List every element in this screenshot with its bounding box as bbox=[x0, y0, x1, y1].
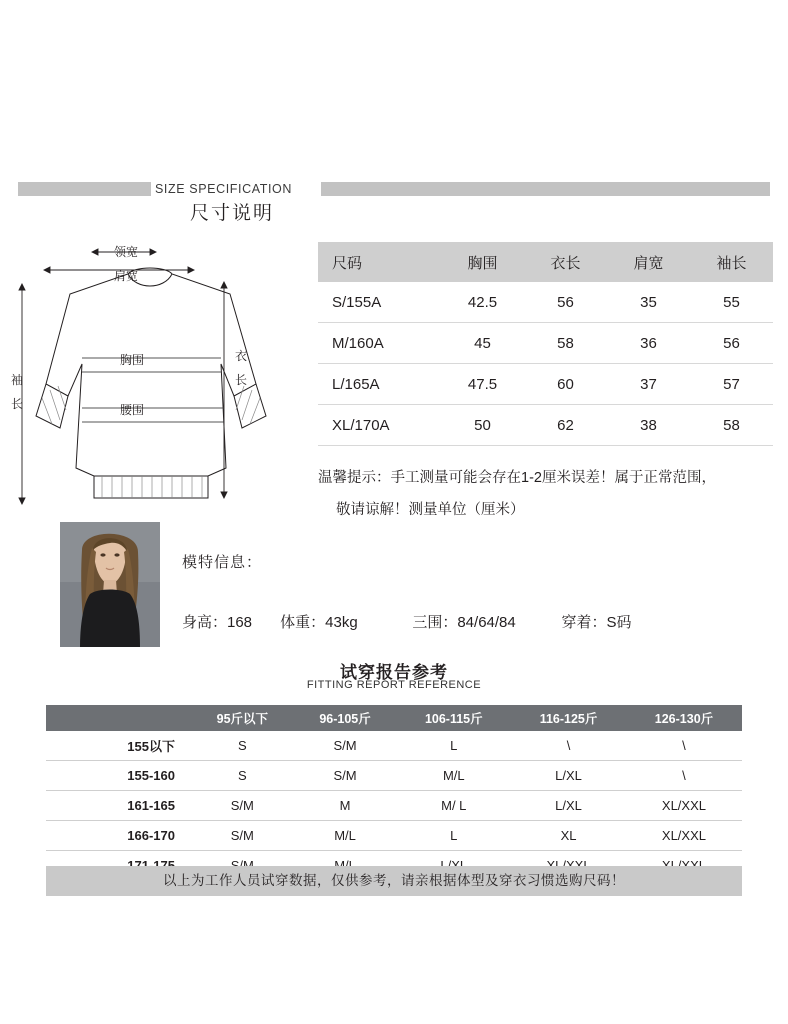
size-cell: 42.5 bbox=[441, 282, 524, 323]
fitting-cell: \ bbox=[626, 731, 742, 761]
size-cell: 50 bbox=[441, 405, 524, 446]
table-row bbox=[318, 323, 773, 364]
fitting-cell: S/M bbox=[191, 821, 294, 851]
fitting-report-title-en: FITTING REPORT REFERENCE bbox=[306, 679, 482, 691]
fitting-cell: \ bbox=[626, 761, 742, 791]
header-band-left bbox=[18, 182, 151, 196]
label-collar-width: 领宽 bbox=[113, 245, 139, 259]
size-cell: S/155A bbox=[318, 282, 441, 323]
fitting-cell: 166-170 bbox=[46, 821, 191, 851]
table-row bbox=[46, 821, 742, 851]
header-band-right bbox=[321, 182, 770, 196]
fitting-col-5: 126-130斤 bbox=[626, 705, 742, 731]
fitting-cell: L/XL bbox=[511, 761, 626, 791]
size-cell: 47.5 bbox=[441, 364, 524, 405]
table-row bbox=[46, 731, 742, 761]
size-cell: 55 bbox=[690, 282, 773, 323]
model-height: 身高：168 bbox=[182, 614, 253, 631]
fitting-report-footer: 以上为工作人员试穿数据，仅供参考，请亲根据体型及穿衣习惯选购尺码！ bbox=[46, 866, 742, 896]
fitting-cell: 155以下 bbox=[46, 731, 191, 761]
model-info-label: 模特信息： bbox=[182, 554, 263, 571]
size-cell: 38 bbox=[607, 405, 690, 446]
table-row bbox=[318, 405, 773, 446]
size-cell: M/160A bbox=[318, 323, 441, 364]
size-cell: 45 bbox=[441, 323, 524, 364]
fitting-cell: M bbox=[294, 791, 397, 821]
label-sleeve-1: 袖 bbox=[10, 373, 24, 387]
fitting-col-4: 116-125斤 bbox=[511, 705, 626, 731]
model-photo bbox=[60, 522, 160, 647]
size-cell: 36 bbox=[607, 323, 690, 364]
size-cell: 37 bbox=[607, 364, 690, 405]
fitting-cell: M/L bbox=[396, 761, 511, 791]
fitting-cell: S/M bbox=[294, 761, 397, 791]
size-table-col-4: 袖长 bbox=[690, 242, 773, 282]
header-chinese-title: 尺寸说明 bbox=[190, 203, 275, 224]
model-stats bbox=[182, 611, 762, 632]
table-row bbox=[318, 364, 773, 405]
fitting-cell: S bbox=[191, 761, 294, 791]
notice-line-1: 温馨提示：手工测量可能会存在1-2厘米误差！属于正常范围， bbox=[318, 470, 716, 486]
fitting-cell: S bbox=[191, 731, 294, 761]
size-cell: 58 bbox=[690, 405, 773, 446]
fitting-col-1: 95斤以下 bbox=[191, 705, 294, 731]
fitting-col-0 bbox=[46, 705, 191, 731]
model-weight: 体重：43kg bbox=[280, 614, 358, 631]
size-cell: 35 bbox=[607, 282, 690, 323]
fitting-col-2: 96-105斤 bbox=[294, 705, 397, 731]
fitting-cell: L bbox=[396, 821, 511, 851]
notice-line-2: 敬请谅解！测量单位（厘米） bbox=[336, 502, 525, 518]
size-specification-table bbox=[318, 242, 773, 446]
header-english-title: SIZE SPECIFICATION bbox=[155, 182, 292, 196]
fitting-cell: L bbox=[396, 731, 511, 761]
label-shoulder-width: 肩宽 bbox=[113, 269, 139, 283]
size-table-col-1: 胸围 bbox=[441, 242, 524, 282]
size-cell: XL/170A bbox=[318, 405, 441, 446]
model-photo-svg bbox=[60, 522, 160, 647]
label-length-1: 衣 bbox=[234, 349, 248, 363]
fitting-cell: L/XL bbox=[511, 791, 626, 821]
label-bust: 胸围 bbox=[119, 353, 145, 367]
model-wearing-size: 穿着：S码 bbox=[561, 614, 632, 631]
fitting-col-3: 106-115斤 bbox=[396, 705, 511, 731]
fitting-cell: XL bbox=[511, 821, 626, 851]
fitting-cell: S/M bbox=[191, 791, 294, 821]
size-table-header-row bbox=[318, 242, 773, 282]
fitting-report-table bbox=[46, 705, 742, 881]
section-header bbox=[18, 182, 770, 222]
size-cell: L/165A bbox=[318, 364, 441, 405]
size-cell: 60 bbox=[524, 364, 607, 405]
table-row bbox=[318, 282, 773, 323]
size-cell: 58 bbox=[524, 323, 607, 364]
fitting-cell: XL/XXL bbox=[626, 791, 742, 821]
fitting-cell: M/L bbox=[294, 821, 397, 851]
garment-diagram-svg bbox=[8, 236, 298, 521]
fitting-cell: 161-165 bbox=[46, 791, 191, 821]
model-measurements: 三围：84/64/84 bbox=[412, 614, 516, 631]
size-cell: 56 bbox=[690, 323, 773, 364]
table-row bbox=[46, 791, 742, 821]
label-waist: 腰围 bbox=[119, 403, 145, 417]
size-table-col-3: 肩宽 bbox=[607, 242, 690, 282]
fitting-table-header-row bbox=[46, 705, 742, 731]
fitting-cell: M/ L bbox=[396, 791, 511, 821]
size-cell: 57 bbox=[690, 364, 773, 405]
fitting-cell: XL/XXL bbox=[626, 821, 742, 851]
measurement-notice bbox=[318, 462, 778, 526]
table-row bbox=[46, 761, 742, 791]
fitting-cell: S/M bbox=[294, 731, 397, 761]
size-cell: 56 bbox=[524, 282, 607, 323]
label-length-2: 长 bbox=[234, 373, 248, 387]
fitting-cell: \ bbox=[511, 731, 626, 761]
size-table-col-0: 尺码 bbox=[318, 242, 441, 282]
size-cell: 62 bbox=[524, 405, 607, 446]
fitting-cell: 155-160 bbox=[46, 761, 191, 791]
garment-diagram bbox=[8, 236, 298, 521]
fitting-report-title-cn: 试穿报告参考 bbox=[340, 663, 448, 682]
label-sleeve-2: 长 bbox=[10, 397, 24, 411]
size-table-col-2: 衣长 bbox=[524, 242, 607, 282]
